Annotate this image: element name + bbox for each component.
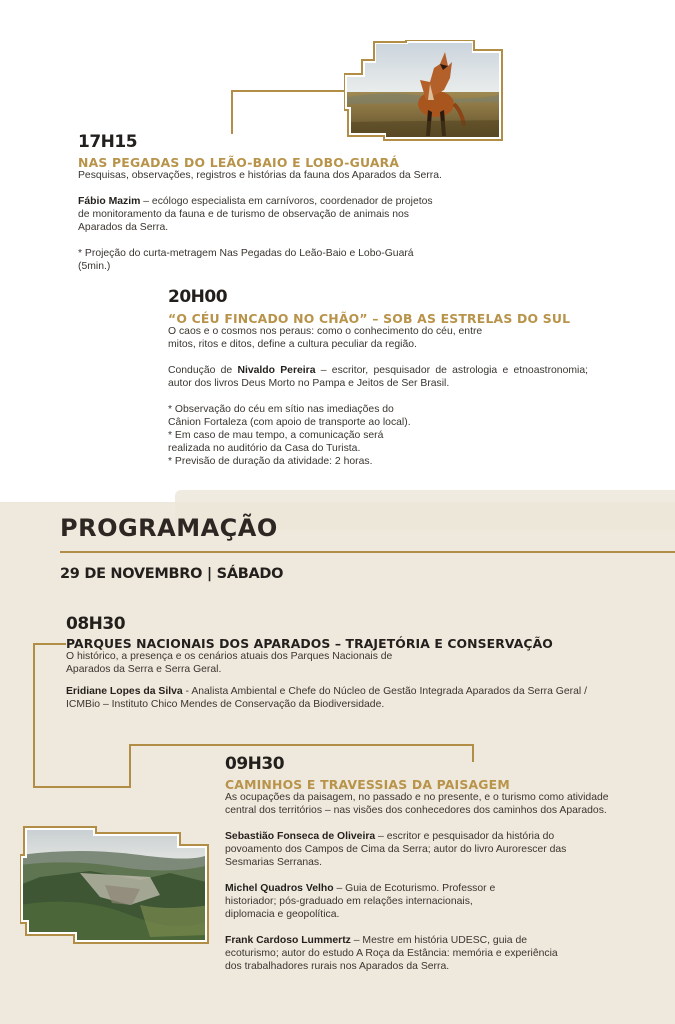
connector-line <box>33 643 35 788</box>
speaker-prefix: Condução de <box>168 365 238 376</box>
speaker-name: Fábio Mazim <box>78 196 141 207</box>
section-heading: PROGRAMAÇÃO <box>60 514 278 542</box>
speaker-bio: – escritor, pesquisador de astrologia e etnoastronomia; autor dos livros Deus Morto no Pampa e Jeitos de Ser Brasil. <box>168 365 588 389</box>
event-description: As ocupações da paisagem, no passado e no presente, e o turismo como atividade central dos territórios – nas visões dos conhecedores dos caminhos dos Aparados. <box>225 792 609 816</box>
speaker-info <box>225 934 560 973</box>
event-details <box>168 325 588 468</box>
speaker-info <box>225 830 580 869</box>
event-time: 09H30 <box>225 754 285 774</box>
connector-line <box>129 744 131 788</box>
speaker-bio: – ecólogo especialista em carnívoros, coordenador de projetos de monitoramento da fauna e de turismo de observação de animais nos Aparados da Serra. <box>78 196 433 233</box>
event-time: 20H00 <box>168 287 228 307</box>
speaker-bio: – Guia de Ecoturismo. Professor e historiador; pós-graduado em relações internacionais, diplomacia e geopolítica. <box>225 883 496 920</box>
canyon-landscape-photo <box>20 825 210 945</box>
speaker-name: Eridiane Lopes da Silva <box>66 686 183 697</box>
event-time: 08H30 <box>66 614 126 634</box>
speaker-name: Sebastião Fonseca de Oliveira <box>225 831 376 842</box>
section-date: 29 DE NOVEMBRO | SÁBADO <box>60 566 284 582</box>
event-time: 17H15 <box>78 132 138 152</box>
speaker-name: Frank Cardoso Lummertz <box>225 935 351 946</box>
event-title: CAMINHOS E TRAVESSIAS DA PAISAGEM <box>225 777 510 792</box>
connector-line <box>33 786 130 788</box>
speaker-bio: – Mestre em história UDESC, guia de ecoturismo; autor do estudo A Roça da Estância: memória e experiência dos trabalhadores rurais nos Aparados da Serra. <box>225 935 558 972</box>
speaker-name: Nivaldo Pereira <box>237 365 316 376</box>
speaker-bio: – escritor e pesquisador da história do povoamento dos Campos de Cima da Serra; autor do livro Aurorescer das Sesmarias Serranas. <box>225 831 567 868</box>
event-title: “O CÉU FINCADO NO CHÃO” – SOB AS ESTRELAS DO SUL <box>168 311 571 326</box>
speaker-bio: - Analista Ambiental e Chefe do Núcleo de Gestão Integrada Aparados da Serra Geral / ICMBio – Instituto Chico Mendes de Conservação da Biodiversidade. <box>66 686 587 710</box>
event-note: * Em caso de mau tempo, a comunicação será realizada no auditório da Casa do Turista. <box>168 430 384 454</box>
speaker-info <box>225 882 525 921</box>
event-note: * Projeção do curta-metragem Nas Pegadas do Leão-Baio e Lobo-Guará (5min.) <box>78 248 414 272</box>
event-title: NAS PEGADAS DO LEÃO-BAIO E LOBO-GUARÁ <box>78 155 400 170</box>
connector-line <box>472 744 474 762</box>
event-details <box>78 169 498 273</box>
event-description: O histórico, a presença e os cenários atuais dos Parques Nacionais de Aparados da Serra e Serra Geral. <box>66 651 393 675</box>
event-description: O caos e o cosmos nos peraus: como o conhecimento do céu, entre mitos, ritos e ditos, define a cultura peculiar da região. <box>168 326 483 350</box>
speaker-info <box>66 685 621 711</box>
connector-line <box>231 90 346 92</box>
connector-line <box>129 744 474 746</box>
connector-line <box>33 643 66 645</box>
speaker-info <box>78 195 438 234</box>
maned-wolf-photo <box>344 40 504 142</box>
event-note: * Observação do céu em sítio nas imediações do Cânion Fortaleza (com apoio de transporte ao local). <box>168 404 411 428</box>
event-details <box>66 650 621 711</box>
speaker-info <box>168 364 588 390</box>
event-description: Pesquisas, observações, registros e histórias da fauna dos Aparados da Serra. <box>78 170 442 181</box>
connector-line <box>231 90 233 134</box>
section-divider <box>60 551 675 553</box>
event-note: * Previsão de duração da atividade: 2 horas. <box>168 456 373 467</box>
event-title: PARQUES NACIONAIS DOS APARADOS – TRAJETÓRIA E CONSERVAÇÃO <box>66 636 553 651</box>
event-details <box>225 791 615 973</box>
speaker-name: Michel Quadros Velho <box>225 883 334 894</box>
